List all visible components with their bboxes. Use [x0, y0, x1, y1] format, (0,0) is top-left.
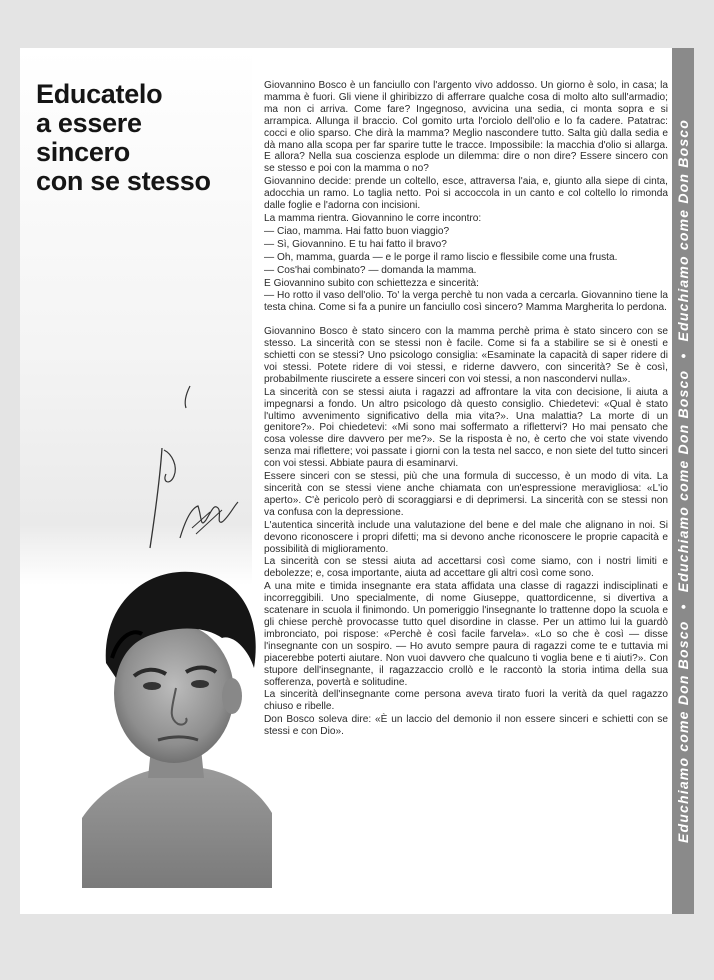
paragraph: La mamma rientra. Giovannino le corre incontro: — [264, 212, 482, 224]
motto-text: Educhiamo come Don Bosco — [675, 369, 691, 593]
paragraph: Giovannino Bosco è un fanciullo con l'argento vivo addosso. Un giorno è solo, in casa; la mamma è fuori. Gli viene il ghiribizzo di afferrare qualche cosa di molto alto sull'armadio; ma non ci arriva. Come fare? Ingegnoso, avvicina una sedia, ci monta sopra e si arrampica. Allunga il braccio. Col gomito urta l'orciolo dell'olio e lo fa cadere. Patatrac: cocci e olio sparso. Che dirà la mamma? Meglio nascondere tutto. Salta giù dalla sedia e dà mano alla scopa per far sparire tutte le tracce. Impossibile: la macchia d'olio si allarga. E allora? Nella sua coscienza esplode un dilemma: dire o non dire? Essere sincero con se stesso e poi con la mamma o no? — [264, 80, 668, 175]
motto-text: Educhiamo come Don Bosco — [675, 620, 691, 844]
boy-portrait-icon — [82, 568, 272, 888]
title-line: con se stesso — [36, 166, 211, 196]
paragraph: L'autentica sincerità include una valutazione del bene e del male che alignano in noi. Si devono riconoscere i propri difetti; ma si devono anche riconoscere le proprie capacità e possibilità di miglioramento. — [264, 519, 668, 555]
paragraph: La sincerità con se stessi aiuta ad accettarsi così come siamo, con i nostri limiti e debolezze; e, cosa importante, aiuta ad accettare gli altri così come sono. — [264, 556, 668, 580]
paragraph: La sincerità dell'insegnante come persona aveva tirato fuori la verità da quel ragazzo chiuso e ribelle. — [264, 689, 668, 713]
title-line: sincero — [36, 137, 130, 167]
paragraph: — Oh, mamma, guarda — e le porge il ramo liscio e flessibile come una frusta. — [264, 251, 618, 263]
paragraph: La sincerità con se stessi aiuta i ragazzi ad affrontare la vita con decisione, li aiuta a impegnarsi a fondo. Un altro psicologo dà questo consiglio. Chiedetevi: «Qual è stato l'ultimo avvenimento significativo della mia vita?». Una malattia? La morte di un genitore?». Poi chiedetevi: «Mi sono mai soffermato a riflettervi? Ho mai pensato che cosa volesse dire davvero per me?». Se la risposta è no, è certo che voi state vivendo senza mai riflettere; voi passate i giorni con la testa nel sacco, e non siete del tutto sinceri con voi stessi. Abbiate paura di esaminarvi. — [264, 386, 668, 470]
title-line: a essere — [36, 108, 142, 138]
paragraph: — Sì, Giovannino. E tu hai fatto il bravo? — [264, 238, 447, 250]
article-title — [36, 80, 256, 196]
paragraph: Don Bosco soleva dire: «È un laccio del demonio il non essere sinceri e schietti con se stessi e con Dio». — [264, 714, 668, 738]
paragraph: — Cos'hai combinato? — domanda la mamma. — [264, 264, 477, 276]
title-line: Educatelo — [36, 79, 163, 109]
magazine-page — [20, 48, 694, 914]
paragraph: Essere sinceri con se stessi, più che una formula di successo, è un modo di vita. La sincerità con se stessi viene anche chiamata con un'espressione meravigliosa: «L'io aperto». C'è pericolo però di scoraggiarsi e di deprimersi. La sincerità con se stessi non va confusa con la depressione. — [264, 471, 668, 518]
paragraph: Giovannino Bosco è stato sincero con la mamma perchè prima è stato sincero con se stesso. La sincerità con se stessi non è facile. Come si fa a stabilire se si è onesti e schietti con se stessi? Uno psicologo consiglia: «Esaminate la capacità di saper ridere di voi stessi. Potete ridere di voi stessi, e riderne davvero, con sincerità? Se è così, probabilmente riuscirete a essere sinceri con voi stessi, a non nascondervi nulla». — [264, 326, 668, 385]
motto-text: Educhiamo come Don Bosco — [675, 118, 691, 342]
paragraph: — Ciao, mamma. Hai fatto buon viaggio? — [264, 225, 450, 237]
section-gap — [264, 315, 668, 326]
motto-separator: • — [675, 603, 691, 610]
article-body — [264, 80, 668, 739]
paragraph: Giovannino decide: prende un coltello, esce, attraversa l'aia, e, giunto alla siepe di cinta, adocchia un ramo. Lo taglia netto. Poi si accoccola in un canto e col coltello lo rimonda dalle foglie e l'adorna con incisioni. — [264, 176, 668, 212]
paragraph: — Ho rotto il vaso dell'olio. To' la verga perchè tu non vada a cercarla. Giovannino tiene la testa china. Come si fa a punire un fanciullo così sincero? Mamma Margherita lo perdona. — [264, 290, 668, 314]
paragraph: A una mite e timida insegnante era stata affidata una classe di ragazzi indisciplinati e incorreggibili. Uno specialmente, di nome Giuseppe, quattordicenne, si divertiva a scatenare in scuola il finimondo. Un pomeriggio l'insegnante lo trattenne dopo la scuola e gli chiese perchè provocasse tutto quel disordine in classe. Per un attimo lui la guardò imbronciato, poi rispose: «Perchè è così facile farvela». «Lo so che è così — disse l'insegnante con un sospiro. — Ho avuto sempre paura di ragazzi come te e tuttavia mi piacerebbe poterti aiutare. Non vuoi davvero che qualcuno ti voglia bene e ti aiuti?». Con stupore dell'insegnante, il ragazzaccio crollò e le raccontò la storia intima della sua sofferenza, povertà e solitudine. — [264, 581, 668, 688]
paragraph: E Giovannino subito con schiettezza e sincerità: — [264, 277, 479, 289]
handwritten-signature-icon — [140, 378, 250, 558]
motto-separator: • — [675, 352, 691, 359]
side-motto — [675, 51, 691, 911]
